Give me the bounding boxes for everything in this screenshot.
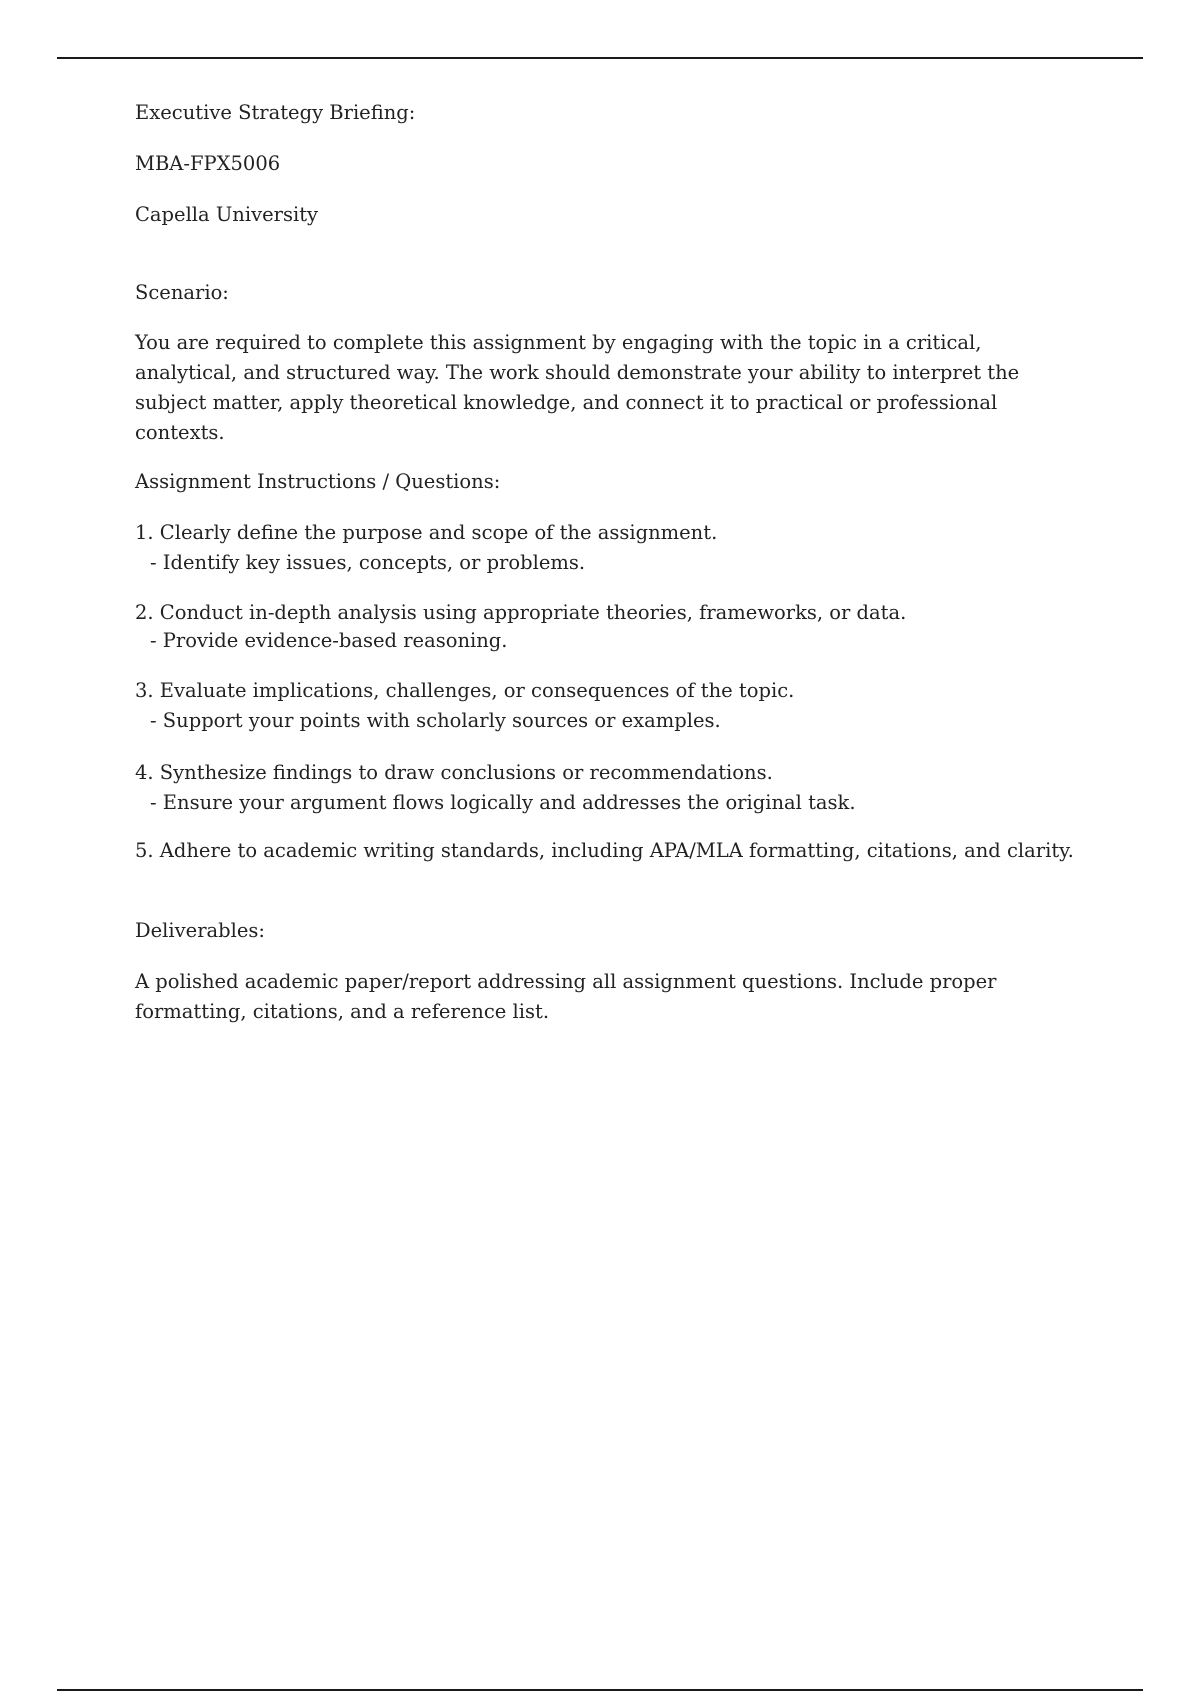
instruction-item-4-sub: - Ensure your argument flows logically and addresses the original task. (150, 791, 856, 814)
instructions-heading: Assignment Instructions / Questions: (135, 470, 501, 493)
deliverables-body: A polished academic paper/report addressing all assignment questions. Include proper formatting, citations, and a reference list. (135, 970, 997, 1023)
header-rule (57, 57, 1143, 59)
scenario-heading: Scenario: (135, 281, 229, 304)
university-name: Capella University (135, 203, 319, 226)
instruction-item-3-sub: - Support your points with scholarly sources or examples. (150, 709, 721, 732)
course-code: MBA-FPX5006 (135, 152, 281, 175)
footer-rule (57, 1689, 1143, 1691)
document-title: Executive Strategy Briefing: (135, 101, 416, 124)
instruction-item-1: 1. Clearly define the purpose and scope of the assignment. (135, 521, 718, 544)
instruction-item-1-sub: - Identify key issues, concepts, or problems. (150, 551, 586, 574)
instruction-item-5: 5. Adhere to academic writing standards, including APA/MLA formatting, citations, and clarity. (135, 839, 1074, 862)
instruction-item-2-sub: - Provide evidence-based reasoning. (150, 629, 508, 652)
instruction-item-3: 3. Evaluate implications, challenges, or consequences of the topic. (135, 679, 795, 702)
deliverables-heading: Deliverables: (135, 919, 265, 942)
instruction-item-2: 2. Conduct in-depth analysis using appropriate theories, frameworks, or data. (135, 601, 907, 624)
instruction-item-4: 4. Synthesize findings to draw conclusions or recommendations. (135, 761, 773, 784)
scenario-body: You are required to complete this assignment by engaging with the topic in a critical, analytical, and structured way. The work should demonstrate your ability to interpret the subject matter, apply theoretical knowledge, and connect it to practical or professional contexts. (135, 331, 1020, 444)
